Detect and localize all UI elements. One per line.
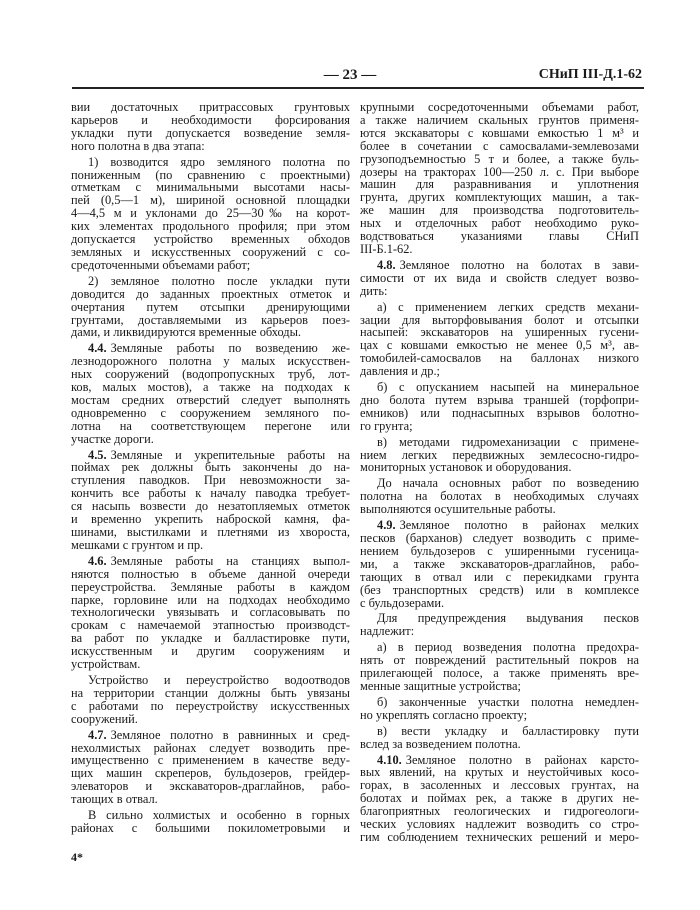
text-line (360, 272, 639, 285)
line-text: Земляное полотно в районах мелких (399, 518, 639, 533)
line-text: лезнодорожного полотна у малых искусствен- (71, 354, 350, 369)
line-text: же машин для производства подготовитель- (360, 203, 639, 218)
line-text: б) законченные участки полотна немедлен- (377, 694, 639, 709)
line-text: грунтами, доставляемыми из карьеров поез- (71, 312, 350, 327)
text-line (71, 658, 350, 671)
line-text: ются экскаваторы с ковшами емкостью 1 м³ и (360, 125, 639, 140)
line-text: горах, в засоленных и лессовых грунтах, на (360, 778, 639, 793)
paragraph (360, 725, 639, 751)
line-text: Устройство и переустройство водоотводов (88, 672, 350, 687)
line-text: очертания путем отсыпки дренирующими (71, 299, 350, 314)
text-line (360, 365, 639, 378)
clause-number: 4.9. (377, 518, 396, 533)
line-text: дозеры на тракторах 100—250 л. с. При выборе (360, 164, 639, 179)
text-line (360, 461, 639, 474)
paragraph (360, 301, 639, 378)
clause-4-6 (71, 555, 350, 671)
line-text: одновременно с сооружением земляного по- (71, 405, 350, 420)
line-text: технологически увязывать и согласовывать по (71, 605, 350, 620)
line-text: благоприятных геологических и гидрогеологи- (360, 804, 639, 819)
line-text: пониженным (по сравнению с проектными) (71, 167, 350, 182)
line-text: участке дороги. (71, 431, 154, 446)
text-line (360, 831, 639, 844)
line-text: земляных и искусственных сооружений с со- (71, 244, 350, 259)
line-text: емников) или поднасыпных взрывов болотно- (360, 405, 639, 420)
line-text: средоточенными объемами работ; (71, 257, 251, 272)
line-text: го грунта; (360, 418, 413, 433)
line-text: грузоподъемностью 5 т и более, а также буль- (360, 151, 639, 166)
line-text: ков, малых мостов), а также на подходах к (71, 380, 350, 395)
line-text: 4—4,5 м и уклонами до 25—30‰ на корот- (71, 206, 350, 221)
line-text: Земляные работы по возведению же- (110, 341, 350, 356)
paragraph (360, 612, 639, 638)
clause-number: 4.7. (88, 727, 107, 742)
line-text: До начала основных работ по возведению (377, 476, 639, 491)
line-text: дить: (360, 283, 388, 298)
line-text: вых явлений, на крутых и неустойчивых косо- (360, 765, 639, 780)
text-line (360, 503, 639, 516)
clause-4-4 (71, 342, 350, 445)
line-text: ся насыпь возвести до незатопляемых отметок (71, 499, 350, 514)
line-text: лотна на соответствующем перегоне или (71, 418, 350, 433)
line-text: доводится до заданных проектных отметок и (71, 286, 350, 301)
line-text: районах с большими покилометровыми и (71, 820, 350, 835)
line-text: симости от их вида и свойств следует возво- (360, 270, 639, 285)
text-line (360, 625, 639, 638)
line-text: и временно укрепить наброской камня, фа- (71, 512, 350, 527)
text-line (360, 285, 639, 298)
clause-4-9 (360, 519, 639, 609)
signature-mark: 4* (71, 850, 83, 864)
line-text: тающих в отвал или с перекидками грунта (360, 569, 639, 584)
paragraph (71, 156, 350, 272)
text-line (360, 709, 639, 722)
line-text: выполняются осушительные работы. (360, 502, 556, 517)
line-text: щих машин скреперов, бульдозеров, грейдер- (71, 766, 350, 781)
line-text: сооружений. (71, 711, 138, 726)
line-text: а также наличием скальных грунтов применя- (360, 112, 639, 127)
line-text: тающих в отвал. (71, 792, 158, 807)
line-text: няются полностью в объеме данной очереди (71, 566, 350, 581)
paragraph (71, 101, 350, 153)
clause-number: 4.8. (377, 257, 396, 272)
line-text: Для предупреждения выдувания песков (377, 611, 639, 626)
line-text: карьеров и необходимости форсирования (71, 112, 350, 127)
line-text: мониторных установок и оборудования. (360, 460, 572, 475)
line-text: с работами по переустройству искусственных (71, 698, 350, 713)
line-text: томобилей-самосвалов на баллонах низкого (360, 351, 639, 366)
line-text: нением бульдозеров с уширенными гусеница- (360, 543, 639, 558)
line-text: а) с применением легких средств механи- (377, 299, 639, 314)
line-text: водствоваться указаниями главы СНиП (360, 229, 639, 244)
line-text: крупными сосредоточенными объемами работ, (360, 100, 639, 114)
text-line (71, 822, 350, 835)
line-text: нием легких передвижных землесосно-гидро- (360, 447, 639, 462)
text-line (71, 433, 350, 446)
paragraph (71, 809, 350, 835)
line-text: поймах рек должны быть закончены до на- (71, 460, 350, 475)
text-line (71, 326, 350, 339)
line-text: насыпей: экскаваторов на уширенных гусени- (360, 325, 639, 340)
text-line (360, 738, 639, 751)
line-text: устройствам. (71, 657, 141, 672)
line-text: отметкам с минимальными высотами насы- (71, 180, 350, 195)
paragraph (360, 477, 639, 516)
clause-4-5 (71, 449, 350, 552)
line-text: мостам средних отверстий следует выполнять (71, 392, 350, 407)
line-text: болотах и поймах рек, а также в других не- (360, 791, 639, 806)
clause-4-7 (71, 729, 350, 806)
line-text: ных и отделочных работ необходимо руко- (360, 216, 639, 231)
line-text: ва работ по укладке и балластировке пути, (71, 631, 350, 646)
clause-number: 4.5. (88, 447, 107, 462)
line-text: более в сочетании с самосвалами-землевозами (360, 138, 639, 153)
line-text: песков (барханов) следует возводить с приме- (360, 531, 639, 545)
line-text: нять от повреждений растительный покров на (360, 653, 639, 668)
line-text: (без транспортных средств) или в комплексе (360, 582, 639, 597)
text-line (71, 140, 350, 153)
paragraph (360, 381, 639, 433)
text-line (360, 420, 639, 433)
line-text: вслед за возведением полотна. (360, 736, 521, 751)
line-text: парке, горловине или на подходах необходимо (71, 592, 350, 607)
header-rule (72, 87, 644, 89)
line-text: Земляные работы на станциях выпол- (110, 553, 350, 568)
left-column (71, 101, 350, 835)
line-text: дами, и ликвидируются временные обходы. (71, 325, 302, 340)
line-text: зации для выторфовывания болот и отсыпки (360, 312, 639, 327)
text-line (71, 713, 350, 726)
line-text: 1) возводится ядро земляного полотна по (88, 154, 350, 169)
line-text: переустройства. Земляные работы в каждом (71, 579, 350, 594)
line-text: в) методами гидромеханизации с примене- (377, 434, 639, 449)
line-text: Земляное полотно в районах карсто- (405, 752, 639, 767)
paragraph (360, 696, 639, 722)
right-column (360, 101, 639, 844)
line-text: шинами, выстилками и плетнями из хвороста, (71, 525, 350, 539)
line-text: Земляное полотно в равнинных и сред- (110, 727, 350, 742)
text-line (71, 259, 350, 272)
line-text: прилегающей полосе, а также применять вре- (360, 666, 639, 681)
paragraph (360, 436, 639, 475)
line-text: 2) земляное полотно после укладки пути (88, 273, 350, 288)
line-text: в) вести укладку и балластировку пути (377, 723, 639, 738)
line-text: В сильно холмистых и особенно в горных (88, 808, 350, 823)
line-text: но укреплять согласно проекту; (360, 707, 528, 722)
line-text: вии достаточных притрассовых грунтовых (71, 100, 350, 114)
paragraph (71, 674, 350, 726)
clause-number: 4.4. (88, 341, 107, 356)
line-text: ми, а также экскаваторов-драглайнов, рабо- (360, 556, 639, 571)
paragraph (360, 641, 639, 693)
clause-4-10 (360, 754, 639, 844)
line-text: допускается устройство временных обходов (71, 232, 350, 247)
line-text: III-Б.1-62. (360, 241, 413, 256)
document-code: СНиП III-Д.1-62 (538, 67, 642, 82)
line-text: нехолмистых районах следует возводить пре- (71, 740, 350, 755)
line-text: мешками с грунтом и пр. (71, 537, 204, 552)
clause-4-8 (360, 259, 639, 298)
clause-number: 4.10. (377, 752, 402, 767)
line-text: искусственным и другим сооружениям и (71, 644, 350, 659)
line-text: полотна на болотах в необходимых случаях (360, 489, 639, 504)
line-text: менные защитные устройства; (360, 678, 521, 693)
page-number: — 23 — (323, 67, 377, 83)
clause-number: 4.6. (88, 553, 107, 568)
line-text: ких элементах продольного профиля; при этом (71, 219, 350, 234)
text-line (360, 597, 639, 610)
paragraph (360, 101, 639, 256)
line-text: гим соблюдением технических решений и меро- (360, 829, 639, 844)
line-text: срокам с намечаемой этапностью производст- (71, 618, 350, 633)
line-text: кончить все работы к началу паводка требует- (71, 486, 350, 501)
line-text: ного полотна в два этапа: (71, 138, 205, 153)
line-text: надлежит: (360, 624, 415, 639)
line-text: Земляные и укрепительные работы на (110, 447, 350, 462)
line-text: пей (0,5—1 м), шириной основной площадки (71, 193, 350, 208)
line-text: с бульдозерами. (360, 595, 445, 610)
line-text: дно болота путем взрыва траншей (торфопри- (360, 392, 639, 407)
line-text: укладки пути допускается возведение земля- (71, 125, 350, 140)
line-text: б) с опусканием насыпей на минеральное (377, 380, 639, 395)
line-text: цах с ковшами емкостью не менее 0,5 м³, ав- (360, 338, 639, 353)
text-line (360, 243, 639, 256)
line-text: Земляное полотно на болотах в зави- (399, 257, 639, 272)
line-text: а) в период возведения полотна предохра- (377, 640, 639, 655)
line-text: машин для разравнивания и уплотнения (360, 177, 639, 192)
line-text: ступления паводков. При невозможности за- (71, 473, 350, 488)
line-text: на территории станции должны быть увязаны (71, 685, 350, 700)
paragraph (71, 275, 350, 340)
line-text: ческих условиях надлежит возводить со стро- (360, 817, 639, 832)
text-line (71, 539, 350, 552)
text-line (71, 793, 350, 806)
line-text: давления и др.; (360, 364, 441, 379)
line-text: имущественно с применением в качестве веду- (71, 753, 350, 768)
line-text: ных сооружений (водопропускных труб, лот- (71, 367, 350, 382)
line-text: элеваторов и экскаваторов-драглайнов, рабо- (71, 779, 350, 794)
line-text: грунта, других комплектующих машин, а так- (360, 190, 639, 205)
text-line (360, 680, 639, 693)
